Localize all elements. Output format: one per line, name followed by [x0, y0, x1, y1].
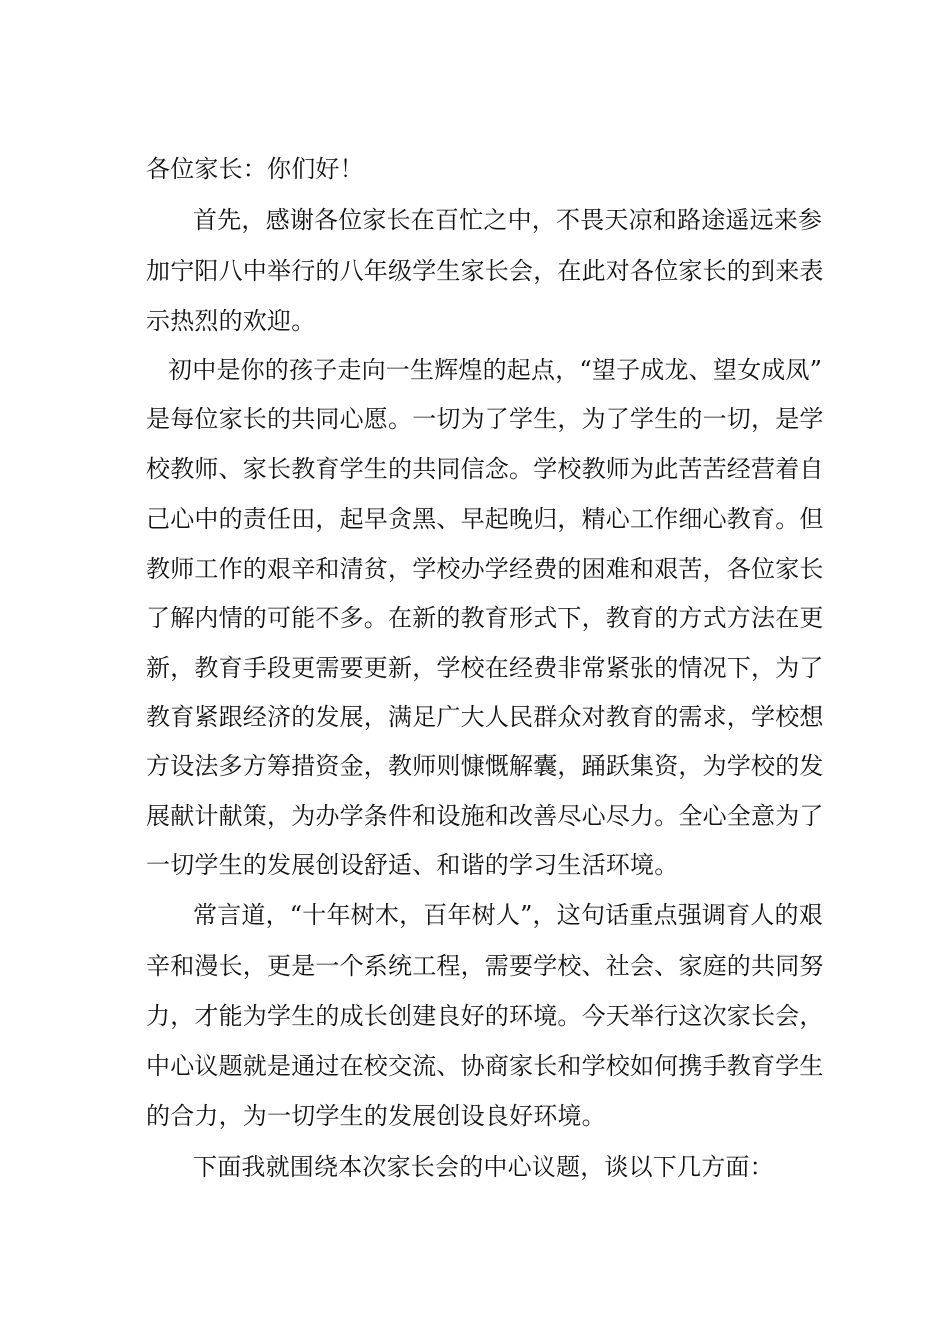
- paragraph-1-line-1: 首先，感谢各位家长在百忙之中，不畏天凉和路途遥远来参: [193, 206, 823, 234]
- paragraph-3-line-1: 常言道，“十年树木，百年树人”，这句话重点强调育人的艰: [193, 901, 823, 929]
- paragraph-3-line-2: 辛和漫长，更是一个系统工程，需要学校、社会、家庭的共同努: [146, 952, 824, 980]
- salutation: 各位家长：你们好！: [146, 155, 364, 183]
- paragraph-1-line-3: 示热烈的欢迎。: [146, 307, 316, 335]
- paragraph-4-line-1: 下面我就围绕本次家长会的中心议题，谈以下几方面：: [193, 1153, 774, 1181]
- paragraph-3-line-5: 的合力，为一切学生的发展创设良好环境。: [146, 1102, 606, 1130]
- paragraph-3-line-4: 中心议题就是通过在校交流、协商家长和学校如何携手教育学生: [146, 1052, 824, 1080]
- paragraph-2-line-6: 了解内情的可能不多。在新的教育形式下，教育的方式方法在更: [146, 604, 824, 632]
- paragraph-2-line-3: 校教师、家长教育学生的共同信念。学校教师为此苦苦经营着自: [146, 455, 824, 483]
- paragraph-2-line-9: 方设法多方筹措资金，教师则慷慨解囊，踊跃集资，为学校的发: [146, 752, 824, 780]
- paragraph-1-line-2: 加宁阳八中举行的八年级学生家长会，在此对各位家长的到来表: [146, 257, 824, 285]
- paragraph-2-line-11: 一切学生的发展创设舒适、和谐的学习生活环境。: [146, 851, 679, 879]
- paragraph-2-line-5: 教师工作的艰辛和清贫，学校办学经费的困难和艰苦，各位家长: [146, 555, 824, 583]
- paragraph-2-line-1: 初中是你的孩子走向一生辉煌的起点，“望子成龙、望女成凤”: [168, 356, 823, 384]
- paragraph-2-line-2: 是每位家长的共同心愿。一切为了学生，为了学生的一切，是学: [146, 405, 824, 433]
- paragraph-2-line-8: 教育紧跟经济的发展，满足广大人民群众对教育的需求，学校想: [146, 703, 824, 731]
- paragraph-3-line-3: 力，才能为学生的成长创建良好的环境。今天举行这次家长会，: [146, 1002, 824, 1030]
- paragraph-2-line-10: 展献计献策，为办学条件和设施和改善尽心尽力。全心全意为了: [146, 802, 824, 830]
- paragraph-2-line-4: 己心中的责任田，起早贪黑、早起晚归，精心工作细心教育。但: [146, 505, 824, 533]
- paragraph-2-line-7: 新，教育手段更需要更新，学校在经费非常紧张的情况下，为了: [146, 654, 824, 682]
